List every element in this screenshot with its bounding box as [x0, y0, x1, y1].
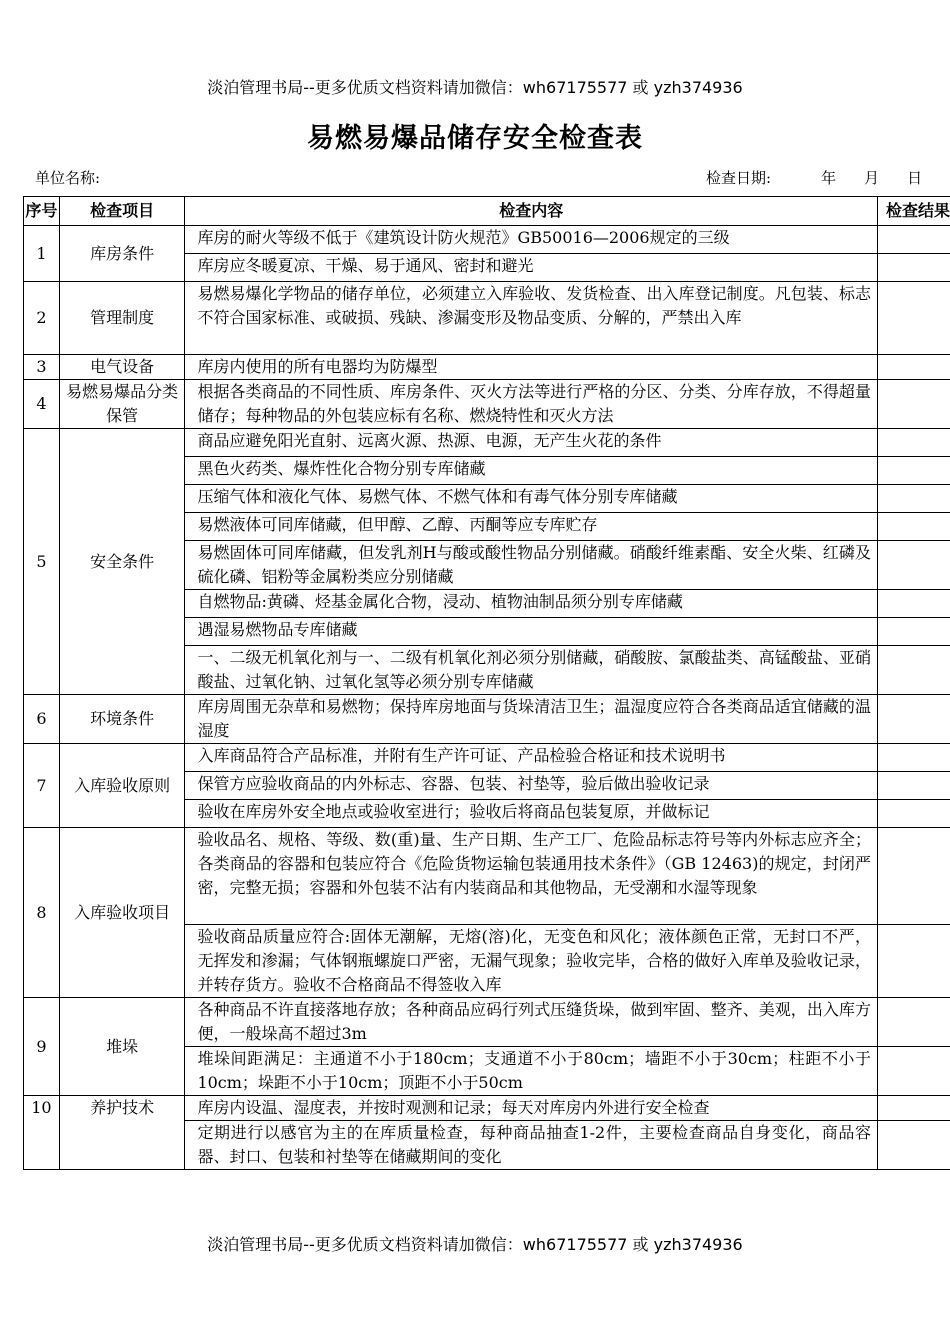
table-row	[24, 429, 950, 457]
check-result-cell[interactable]	[877, 925, 950, 998]
check-item: 堆垛	[59, 998, 185, 1096]
check-content: 堆垛间距满足：主通道不小于180cm；支通道不小于80cm；墙距不小于30cm；柱距不小于10cm；垛距不小于10cm；顶距不小于50cm	[185, 1047, 878, 1096]
check-result-cell[interactable]	[877, 646, 950, 695]
check-content: 易燃易爆化学物品的储存单位，必须建立入库验收、发货检查、出入库登记制度。凡包装、标志不符合国家标准、或破损、残缺、渗漏变形及物品变质、分解的，严禁出入库	[185, 282, 878, 355]
table-row	[24, 380, 950, 429]
check-result-cell[interactable]	[877, 1096, 950, 1121]
check-item: 环境条件	[59, 695, 185, 744]
check-result-cell[interactable]	[877, 226, 950, 254]
check-content: 验收品名、规格、等级、数(重)量、生产日期、生产工厂、危险品标志符号等内外标志应齐全；各类商品的容器和包装应符合《危险货物运输包装通用技术条件》（GB 12463)的规定，封闭严密，完整无损；容器和外包装不沾有内装商品和其他物品，无受潮和水湿等现象	[185, 828, 878, 925]
col-header-no: 序号	[24, 197, 60, 226]
header-note: 淡泊管理书局--更多优质文档资料请加微信：wh67175577 或 yzh374936	[207, 78, 743, 97]
check-result-cell[interactable]	[877, 429, 950, 457]
row-number: 7	[24, 744, 60, 828]
check-content: 库房内设温、湿度表，并按时观测和记录；每天对库房内外进行安全检查	[185, 1096, 878, 1121]
check-content: 保管方应验收商品的内外标志、容器、包装、衬垫等，验后做出验收记录	[185, 772, 878, 800]
check-content: 商品应避免阳光直射、远离火源、热源、电源，无产生火花的条件	[185, 429, 878, 457]
check-content: 一、二级无机氧化剂与一、二级有机氧化剂必须分别储藏，硝酸胺、氯酸盐类、高锰酸盐、亚硝酸盐、过氧化钠、过氧化氢等必须分别专库储藏	[185, 646, 878, 695]
check-result-cell[interactable]	[877, 1047, 950, 1096]
check-result-cell[interactable]	[877, 695, 950, 744]
check-result-cell[interactable]	[877, 380, 950, 429]
date-year: 年	[821, 169, 837, 187]
check-content: 各种商品不许直接落地存放；各种商品应码行列式压缝货垛，做到牢固、整齐、美观，出入库方便，一般垛高不超过3m	[185, 998, 878, 1047]
check-item: 库房条件	[59, 226, 185, 282]
check-result-cell[interactable]	[877, 618, 950, 646]
table-row	[24, 226, 950, 254]
row-number: 1	[24, 226, 60, 282]
check-result-cell[interactable]	[877, 457, 950, 485]
table-row	[24, 744, 950, 772]
table-row	[24, 355, 950, 380]
row-number: 6	[24, 695, 60, 744]
check-content: 入库商品符合产品标准，并附有生产许可证、产品检验合格证和技术说明书	[185, 744, 878, 772]
check-content: 黑色火药类、爆炸性化合物分别专库储藏	[185, 457, 878, 485]
check-result-cell[interactable]	[877, 828, 950, 925]
date-label: 检查日期:	[706, 169, 772, 187]
row-number: 2	[24, 282, 60, 355]
table-row	[24, 282, 950, 355]
check-result-cell[interactable]	[877, 800, 950, 828]
check-content: 库房的耐火等级不低于《建筑设计防火规范》GB50016—2006规定的三级	[185, 226, 878, 254]
check-content: 易燃固体可同库储藏，但发乳剂H与酸或酸性物品分别储藏。硝酸纤维素酯、安全火柴、红磷及硫化磷、铝粉等金属粉类应分别储藏	[185, 541, 878, 590]
table-row	[24, 1096, 950, 1121]
table-header-row	[24, 197, 950, 226]
check-result-cell[interactable]	[877, 485, 950, 513]
check-content: 遇湿易燃物品专库储藏	[185, 618, 878, 646]
check-content: 易燃液体可同库储藏，但甲醇、乙醇、丙酮等应专库贮存	[185, 513, 878, 541]
col-header-item: 检查项目	[59, 197, 185, 226]
check-item: 入库验收原则	[59, 744, 185, 828]
col-header-content: 检查内容	[185, 197, 878, 226]
check-content: 验收商品质量应符合:固体无潮解，无熔(溶)化，无变色和风化；液体颜色正常，无封口不严，无挥发和渗漏；气体钢瓶螺旋口严密，无漏气现象；验收完毕，合格的做好入库单及验收记录，并转存货方。验收不合格商品不得签收入库	[185, 925, 878, 998]
check-content: 库房周围无杂草和易燃物；保持库房地面与货垛清洁卫生；温湿度应符合各类商品适宜储藏的温湿度	[185, 695, 878, 744]
check-content: 压缩气体和液化气体、易燃气体、不燃气体和有毒气体分别专库储藏	[185, 485, 878, 513]
row-number: 8	[24, 828, 60, 998]
check-item: 养护技术	[59, 1096, 185, 1170]
check-result-cell[interactable]	[877, 282, 950, 355]
table-row	[24, 828, 950, 925]
check-result-cell[interactable]	[877, 772, 950, 800]
check-result-cell[interactable]	[877, 590, 950, 618]
row-number: 9	[24, 998, 60, 1096]
table-row	[24, 695, 950, 744]
check-item: 安全条件	[59, 429, 185, 695]
check-content: 定期进行以感官为主的在库质量检查，每种商品抽查1-2件，主要检查商品自身变化，商品容器、封口、包装和衬垫等在储藏期间的变化	[185, 1121, 878, 1170]
check-item: 入库验收项目	[59, 828, 185, 998]
inspection-table	[23, 196, 950, 1170]
col-header-result: 检查结果	[877, 197, 950, 226]
page-title: 易燃易爆品储存安全检查表	[307, 123, 643, 154]
row-number: 10	[24, 1096, 60, 1170]
check-result-cell[interactable]	[877, 355, 950, 380]
check-result-cell[interactable]	[877, 744, 950, 772]
check-item: 管理制度	[59, 282, 185, 355]
check-item: 易燃易爆品分类保管	[59, 380, 185, 429]
footer-note: 淡泊管理书局--更多优质文档资料请加微信：wh67175577 或 yzh374936	[207, 1235, 743, 1254]
check-result-cell[interactable]	[877, 998, 950, 1047]
check-content: 库房应冬暖夏凉、干燥、易于通风、密封和避光	[185, 254, 878, 282]
check-item: 电气设备	[59, 355, 185, 380]
row-number: 3	[24, 355, 60, 380]
unit-name-label: 单位名称:	[35, 169, 101, 187]
check-content: 自燃物品:黄磷、烃基金属化合物，浸动、植物油制品须分别专库储藏	[185, 590, 878, 618]
check-result-cell[interactable]	[877, 254, 950, 282]
check-content: 库房内使用的所有电器均为防爆型	[185, 355, 878, 380]
check-content: 验收在库房外安全地点或验收室进行；验收后将商品包装复原，并做标记	[185, 800, 878, 828]
check-result-cell[interactable]	[877, 541, 950, 590]
table-row	[24, 998, 950, 1047]
check-result-cell[interactable]	[877, 1121, 950, 1170]
date-day: 日	[907, 169, 923, 187]
check-content: 根据各类商品的不同性质、库房条件、灭火方法等进行严格的分区、分类、分库存放，不得超量储存；每种物品的外包装应标有名称、燃烧特性和灭火方法	[185, 380, 878, 429]
date-month: 月	[864, 169, 880, 187]
inspection-date	[706, 167, 922, 188]
check-result-cell[interactable]	[877, 513, 950, 541]
row-number: 5	[24, 429, 60, 695]
row-number: 4	[24, 380, 60, 429]
